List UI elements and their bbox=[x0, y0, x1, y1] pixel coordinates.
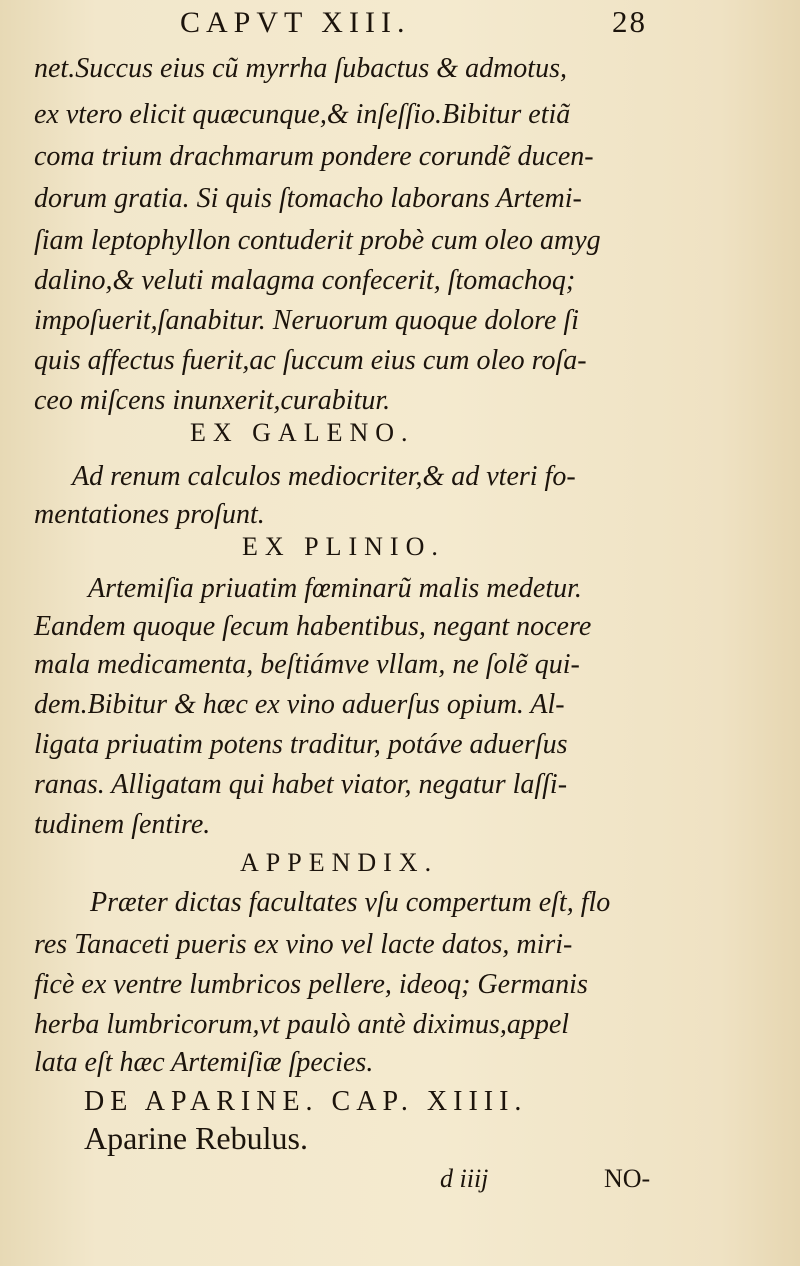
text-line: Artemiſia priuatim fœminarũ malis medetur. bbox=[88, 573, 582, 604]
text-line: tudinem ſentire. bbox=[34, 809, 211, 840]
text-line: ligata priuatim potens traditur, potáve aduerſus bbox=[34, 729, 568, 760]
text-line: dalino,& veluti malagma confecerit, ſtomachoq; bbox=[34, 265, 576, 296]
catchword: NO- bbox=[604, 1164, 651, 1193]
text-line: impoſuerit,ſanabitur. Neruorum quoque dolore ſi bbox=[34, 305, 579, 336]
text-line: ſiam leptophyllon contuderit probè cum oleo amyg bbox=[34, 225, 601, 256]
chapter-subtitle: Aparine Rebulus. bbox=[84, 1120, 308, 1156]
text-line: ex vtero elicit quæcunque,& inſeſſio.Bibitur etiã bbox=[34, 99, 571, 130]
text-line: mala medicamenta, beſtiámve vllam, ne ſolẽ qui- bbox=[34, 649, 580, 680]
section-heading-plinio: EX PLINIO. bbox=[242, 532, 445, 561]
text-line: Ad renum calculos mediocriter,& ad vteri fo- bbox=[72, 461, 576, 492]
text-line: Eandem quoque ſecum habentibus, negant nocere bbox=[34, 611, 592, 642]
text-line: Præter dictas facultates vſu compertum eſt, flo bbox=[90, 887, 611, 918]
text-line: coma trium drachmarum pondere corundẽ ducen- bbox=[34, 141, 594, 172]
text-line: dem.Bibitur & hæc ex vino aduerſus opium. Al- bbox=[34, 689, 565, 720]
text-line: mentationes proſunt. bbox=[34, 499, 265, 530]
running-title: CAPVT XIII. bbox=[180, 6, 411, 39]
text-line: ficè ex ventre lumbricos pellere, ideoq; Germanis bbox=[34, 969, 588, 1000]
text-line: lata eſt hæc Artemiſiæ ſpecies. bbox=[34, 1047, 374, 1078]
section-heading-appendix: APPENDIX. bbox=[240, 848, 439, 877]
signature-mark: d iiij bbox=[440, 1164, 489, 1193]
text-line: res Tanaceti pueris ex vino vel lacte datos, miri- bbox=[34, 929, 573, 960]
page-header bbox=[0, 4, 800, 44]
text-line: ranas. Alligatam qui habet viator, negatur laſſi- bbox=[34, 769, 568, 800]
text-line: ceo miſcens inunxerit,curabitur. bbox=[34, 385, 391, 416]
folio-number: 28 bbox=[612, 4, 647, 39]
text-line: quis affectus fuerit,ac ſuccum eius cum oleo roſa- bbox=[34, 345, 587, 376]
text-line: net.Succus eius cũ myrrha ſubactus & admotus, bbox=[34, 53, 567, 84]
text-line: herba lumbricorum,vt paulò antè diximus,appel bbox=[34, 1009, 570, 1040]
section-heading-galeno: EX GALENO. bbox=[190, 418, 415, 447]
text-line: dorum gratia. Si quis ſtomacho laborans Artemi- bbox=[34, 183, 582, 214]
chapter-title: DE APARINE. CAP. XIIII. bbox=[84, 1086, 528, 1117]
